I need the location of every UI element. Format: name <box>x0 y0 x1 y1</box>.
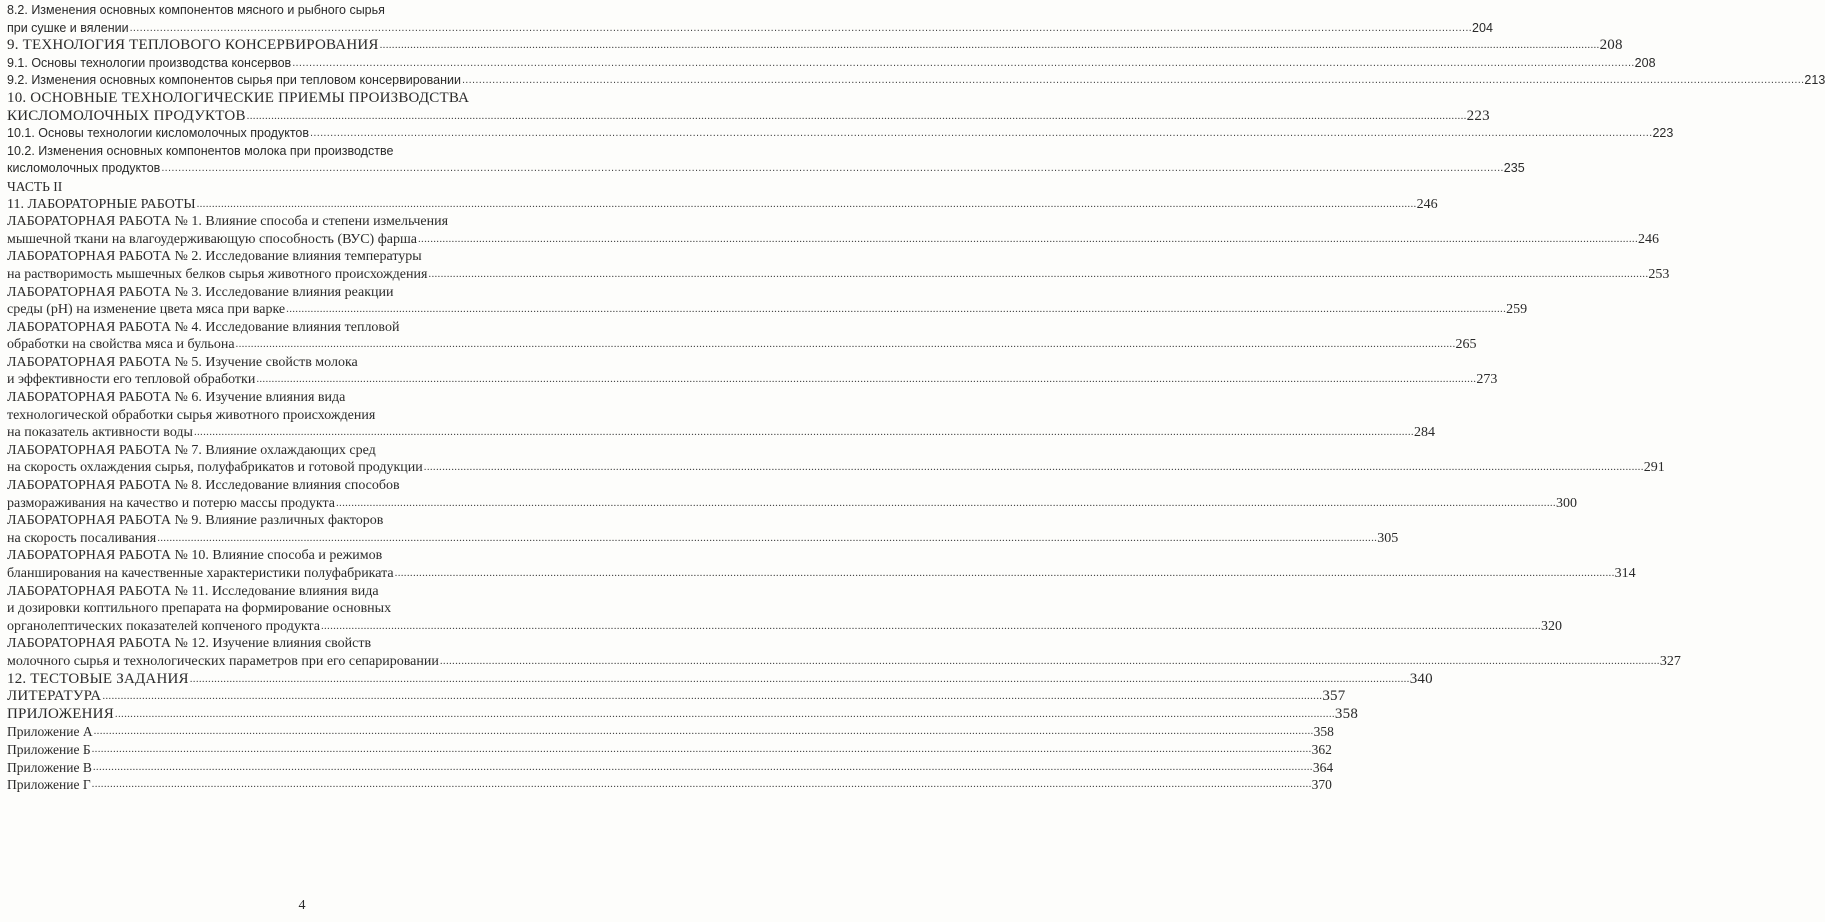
toc-entry-title: ЛАБОРАТОРНАЯ РАБОТА № 5. Изучение свойств молока <box>7 354 358 370</box>
toc-entry-title: на скорость охлаждения сырья, полуфабрикатов и готовой продукции <box>7 460 423 476</box>
toc-entry-page: 320 <box>1540 618 1562 634</box>
dot-leader: ................................................................................................................................................................................................................................................................................................................................................................................................................ <box>320 619 1541 632</box>
toc-entry-title: обработки на свойства мяса и бульона <box>7 337 235 353</box>
toc-entry-title: ЛАБОРАТОРНАЯ РАБОТА № 8. Исследование влияния способов <box>7 478 400 494</box>
toc-entry-title: 10.2. Изменения основных компонентов молока при производстве <box>7 143 394 158</box>
toc-entry-title: 9.2. Изменения основных компонентов сырья при тепловом консервировании <box>7 73 461 88</box>
toc-entry-page: 259 <box>1506 302 1528 318</box>
toc-entry <box>7 442 1665 477</box>
dot-leader: ................................................................................................................................................................................................................................................................................................................................................................................................................ <box>189 672 1410 685</box>
toc-entry-page: 291 <box>1643 460 1665 476</box>
dot-leader: ................................................................................................................................................................................................................................................................................................................................................................................................................ <box>439 654 1660 667</box>
toc-entry <box>7 776 1332 794</box>
toc-entry-title: Приложение Б <box>7 741 91 757</box>
dot-leader: ................................................................................................................................................................................................................................................................................................................................................................................................................ <box>91 742 1312 755</box>
toc-entry <box>7 635 1681 670</box>
toc-entry <box>7 688 1346 706</box>
table-of-contents <box>7 2 1825 794</box>
toc-entry-title: Приложение Г <box>7 777 91 793</box>
toc-entry-title: и эффективности его тепловой обработки <box>7 372 256 388</box>
toc-entry-page: 204 <box>1472 20 1493 35</box>
toc-entry-page: 362 <box>1311 741 1332 757</box>
toc-entry <box>7 125 1674 143</box>
toc-entry-title: на скорость посаливания <box>7 530 157 546</box>
dot-leader: ................................................................................................................................................................................................................................................................................................................................................................................................................ <box>428 267 1649 280</box>
dot-leader: ................................................................................................................................................................................................................................................................................................................................................................................................................ <box>292 56 1635 69</box>
toc-entry <box>7 2 1493 37</box>
toc-entry-title: молочного сырья и технологических параметров при его сепарировании <box>7 653 439 669</box>
toc-entry <box>7 178 583 196</box>
toc-entry-title: бланширования на качественные характеристики полуфабриката <box>7 566 394 581</box>
dot-leader: ................................................................................................................................................................................................................................................................................................................................................................................................................ <box>423 461 1644 474</box>
toc-entry <box>7 723 1334 741</box>
toc-entry-page: 235 <box>1503 161 1525 176</box>
toc-entry-title: органолептических показателей копченого продукта <box>7 618 320 634</box>
toc-entry <box>7 284 1528 319</box>
toc-entry-title: ЛАБОРАТОРНАЯ РАБОТА № 4. Исследование влияния тепловой <box>7 319 400 335</box>
toc-entry-title: ЛАБОРАТОРНАЯ РАБОТА № 1. Влияние способа и степени измельчения <box>7 214 449 230</box>
toc-entry <box>7 55 1656 73</box>
toc-entry-page: 208 <box>1634 55 1656 70</box>
toc-entry <box>7 547 1636 582</box>
toc-entry-title: технологической обработки сырья животного происхождения <box>7 407 376 423</box>
toc-entry-page: 223 <box>1466 107 1490 124</box>
toc-entry-page: 370 <box>1311 777 1332 793</box>
toc-entry-page: 253 <box>1648 266 1670 282</box>
toc-entry-title: 9.1. Основы технологии производства консервов <box>7 55 292 70</box>
toc-entry <box>7 354 1498 389</box>
dot-leader: ................................................................................................................................................................................................................................................................................................................................................................................................................ <box>394 567 1615 579</box>
toc-entry-page: 208 <box>1599 37 1623 54</box>
toc-entry-page: 246 <box>1638 231 1659 247</box>
dot-leader: ................................................................................................................................................................................................................................................................................................................................................................................................................ <box>286 303 1507 316</box>
toc-entry-title: 8.2. Изменения основных компонентов мясного и рыбного сырья <box>7 3 385 17</box>
toc-entry-title: при сушке и вялении <box>7 20 129 35</box>
toc-entry-page: 246 <box>1416 196 1438 212</box>
toc-entry-page: 340 <box>1409 670 1433 687</box>
dot-leader: ................................................................................................................................................................................................................................................................................................................................................................................................................ <box>335 496 1556 509</box>
toc-entry-page: 314 <box>1614 566 1636 581</box>
toc-entry-page: 223 <box>1652 126 1674 141</box>
toc-entry-title: ЛАБОРАТОРНАЯ РАБОТА № 11. Исследование влияния вида <box>7 583 379 599</box>
dot-leader: ................................................................................................................................................................................................................................................................................................................................................................................................................ <box>193 426 1414 439</box>
toc-entry <box>7 196 1438 214</box>
toc-entry-title: 9. ТЕХНОЛОГИЯ ТЕПЛОВОГО КОНСЕРВИРОВАНИЯ <box>7 37 379 54</box>
toc-entry-title: ЛИТЕРАТУРА <box>7 688 102 705</box>
toc-entry-title: ЛАБОРАТОРНАЯ РАБОТА № 12. Изучение влияния свойств <box>7 636 372 652</box>
toc-entry-title: 11. ЛАБОРАТОРНЫЕ РАБОТЫ <box>7 196 196 212</box>
toc-entry-page: 364 <box>1312 759 1334 775</box>
dot-leader: ................................................................................................................................................................................................................................................................................................................................................................................................................ <box>235 338 1456 351</box>
dot-leader: ................................................................................................................................................................................................................................................................................................................................................................................................................ <box>129 21 1473 34</box>
toc-entry-title: ЛАБОРАТОРНАЯ РАБОТА № 9. Влияние различных факторов <box>7 513 384 529</box>
toc-entry-title: ЧАСТЬ II <box>7 178 63 194</box>
toc-entry-title: и дозировки коптильного препарата на формирование основных <box>7 601 392 617</box>
toc-entry-title: ЛАБОРАТОРНАЯ РАБОТА № 3. Исследование влияния реакции <box>7 284 394 300</box>
dot-leader: ................................................................................................................................................................................................................................................................................................................................................................................................................ <box>256 373 1477 386</box>
toc-entry <box>7 389 1435 442</box>
toc-entry <box>7 477 1577 512</box>
toc-entry-title: на растворимость мышечных белков сырья животного происхождения <box>7 266 428 282</box>
dot-leader: ................................................................................................................................................................................................................................................................................................................................................................................................................ <box>114 707 1335 720</box>
dot-leader: ................................................................................................................................................................................................................................................................................................................................................................................................................ <box>310 127 1653 140</box>
toc-entry <box>7 248 1670 283</box>
toc-entry-title: 12. ТЕСТОВЫЕ ЗАДАНИЯ <box>7 670 189 687</box>
toc-entry-page: 358 <box>1334 705 1359 722</box>
toc-entry <box>7 37 1623 55</box>
toc-entry <box>7 670 1433 689</box>
toc-entry-title: ПРИЛОЖЕНИЯ <box>7 705 114 722</box>
dot-leader: ................................................................................................................................................................................................................................................................................................................................................................................................................ <box>93 725 1314 738</box>
toc-entry-title: среды (pH) на изменение цвета мяса при варке <box>7 302 286 318</box>
toc-entry-title: КИСЛОМОЛОЧНЫХ ПРОДУКТОВ <box>7 107 246 124</box>
toc-entry-title: кисломолочных продуктов <box>7 161 161 176</box>
toc-entry-page: 213 <box>1804 73 1825 88</box>
dot-leader: ................................................................................................................................................................................................................................................................................................................................................................................................................ <box>418 232 1638 245</box>
toc-entry <box>7 512 1399 547</box>
toc-entry-title: Приложение А <box>7 724 93 740</box>
toc-entry <box>7 319 1477 354</box>
toc-entry-title: 10.1. Основы технологии кисломолочных продуктов <box>7 126 309 141</box>
toc-entry-page: 358 <box>1313 724 1334 740</box>
dot-leader: ................................................................................................................................................................................................................................................................................................................................................................................................................ <box>91 778 1312 791</box>
toc-entry-title: ЛАБОРАТОРНАЯ РАБОТА № 7. Влияние охлаждающих сред <box>7 442 376 458</box>
toc-entry <box>7 143 1525 178</box>
toc-entry-title: 10. ОСНОВНЫЕ ТЕХНОЛОГИЧЕСКИЕ ПРИЕМЫ ПРОИЗВОДСТВА <box>7 89 470 106</box>
dot-leader: ................................................................................................................................................................................................................................................................................................................................................................................................................ <box>196 197 1417 210</box>
toc-entry-title: Приложение В <box>7 759 92 775</box>
toc-entry-title: ЛАБОРАТОРНАЯ РАБОТА № 10. Влияние способа и режимов <box>7 548 383 564</box>
toc-entry-title: на показатель активности воды <box>7 425 193 441</box>
toc-entry-page: 300 <box>1555 495 1577 511</box>
toc-entry-title: ЛАБОРАТОРНАЯ РАБОТА № 2. Исследование влияния температуры <box>7 249 422 265</box>
toc-entry <box>7 213 1659 248</box>
toc-entry-title: размораживания на качество и потерю массы продукта <box>7 495 335 511</box>
page-number: 4 <box>298 898 306 913</box>
toc-entry-page: 305 <box>1377 530 1399 546</box>
dot-leader: ................................................................................................................................................................................................................................................................................................................................................................................................................ <box>157 531 1378 544</box>
dot-leader: ................................................................................................................................................................................................................................................................................................................................................................................................................ <box>246 109 1467 122</box>
toc-entry <box>7 89 1490 125</box>
toc-entry-page: 327 <box>1659 653 1681 669</box>
toc-entry-page: 284 <box>1413 425 1435 441</box>
toc-entry-page: 273 <box>1476 372 1498 388</box>
dot-leader: ................................................................................................................................................................................................................................................................................................................................................................................................................ <box>102 690 1323 703</box>
toc-entry <box>7 759 1334 777</box>
toc-entry <box>7 741 1332 759</box>
toc-entry-title: мышечной ткани на влагоудерживающую способность (ВУС) фарша <box>7 231 417 247</box>
toc-entry <box>7 705 1359 724</box>
dot-leader: ................................................................................................................................................................................................................................................................................................................................................................................................................ <box>379 39 1600 52</box>
toc-entry <box>7 72 1825 90</box>
dot-leader: ................................................................................................................................................................................................................................................................................................................................................................................................................ <box>92 760 1313 773</box>
dot-leader: ................................................................................................................................................................................................................................................................................................................................................................................................................ <box>461 74 1805 87</box>
toc-entry <box>7 583 1562 636</box>
toc-entry-page: 265 <box>1455 337 1477 353</box>
dot-leader: ................................................................................................................................................................................................................................................................................................................................................................................................................ <box>161 162 1504 175</box>
toc-entry-title: ЛАБОРАТОРНАЯ РАБОТА № 6. Изучение влияния вида <box>7 390 346 406</box>
toc-entry-page: 357 <box>1322 688 1346 705</box>
